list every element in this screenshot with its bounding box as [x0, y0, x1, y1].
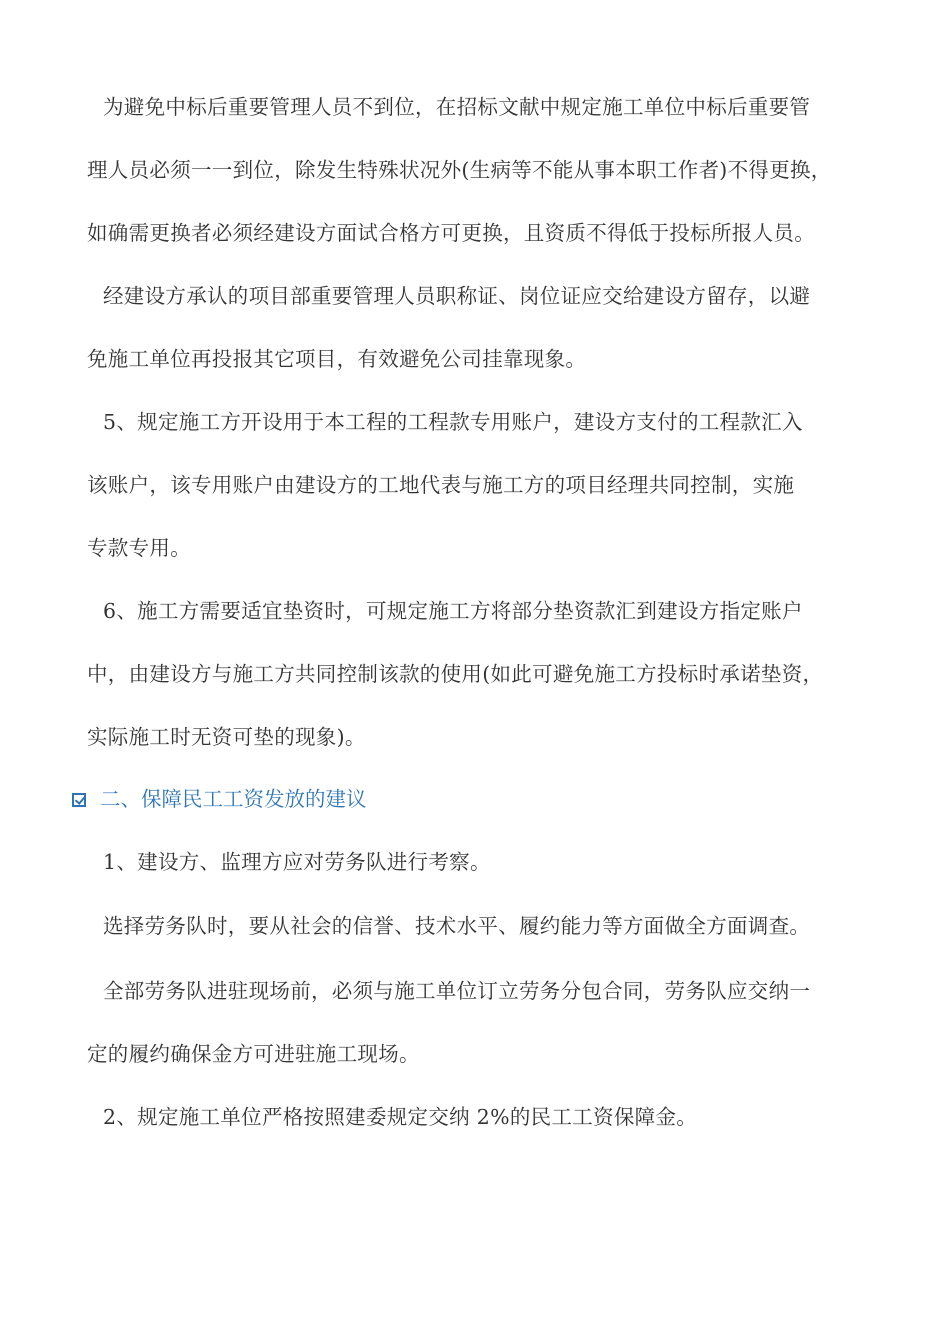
paragraph-line: 定的履约确保金方可进驻施工现场。: [87, 1042, 420, 1066]
paragraph-line: 1、建设方、监理方应对劳务队进行考察。: [103, 850, 491, 874]
paragraph-line: 免施工单位再投报其它项目，有效避免公司挂靠现象。: [87, 347, 587, 371]
paragraph-line: 经建设方承认的项目部重要管理人员职称证、岗位证应交给建设方留存，以避: [103, 284, 811, 308]
paragraph-line: 5、规定施工方开设用于本工程的工程款专用账户，建设方支付的工程款汇入: [103, 410, 803, 434]
paragraph-line: 2、规定施工单位严格按照建委规定交纳 2%的民工工资保障金。: [103, 1105, 698, 1129]
paragraph-line: 选择劳务队时，要从社会的信誉、技术水平、履约能力等方面做全方面调查。: [103, 914, 811, 938]
paragraph-line: 如确需更换者必须经建设方面试合格方可更换，且资质不得低于投标所报人员。: [87, 221, 815, 245]
paragraph-line: 中，由建设方与施工方共同控制该款的使用(如此可避免施工方投标时承诺垫资，: [87, 662, 824, 686]
paragraph-line: 为避免中标后重要管理人员不到位，在招标文献中规定施工单位中标后重要管: [103, 95, 811, 119]
checkbox-icon: [72, 793, 86, 807]
paragraph-line: 理人员必须一一到位，除发生特殊状况外(生病等不能从事本职工作者)不得更换，: [87, 158, 832, 182]
paragraph-line: 专款专用。: [87, 536, 191, 560]
paragraph-line: 该账户，该专用账户由建设方的工地代表与施工方的项目经理共同控制，实施: [87, 473, 795, 497]
paragraph-line: 实际施工时无资可垫的现象)。: [87, 725, 366, 749]
section-heading: [72, 785, 367, 813]
section-heading-text: 二、保障民工工资发放的建议: [100, 787, 367, 811]
paragraph-line: 6、施工方需要适宜垫资时，可规定施工方将部分垫资款汇到建设方指定账户: [103, 599, 803, 623]
paragraph-line: 全部劳务队进驻现场前，必须与施工单位订立劳务分包合同，劳务队应交纳一: [103, 979, 811, 1003]
